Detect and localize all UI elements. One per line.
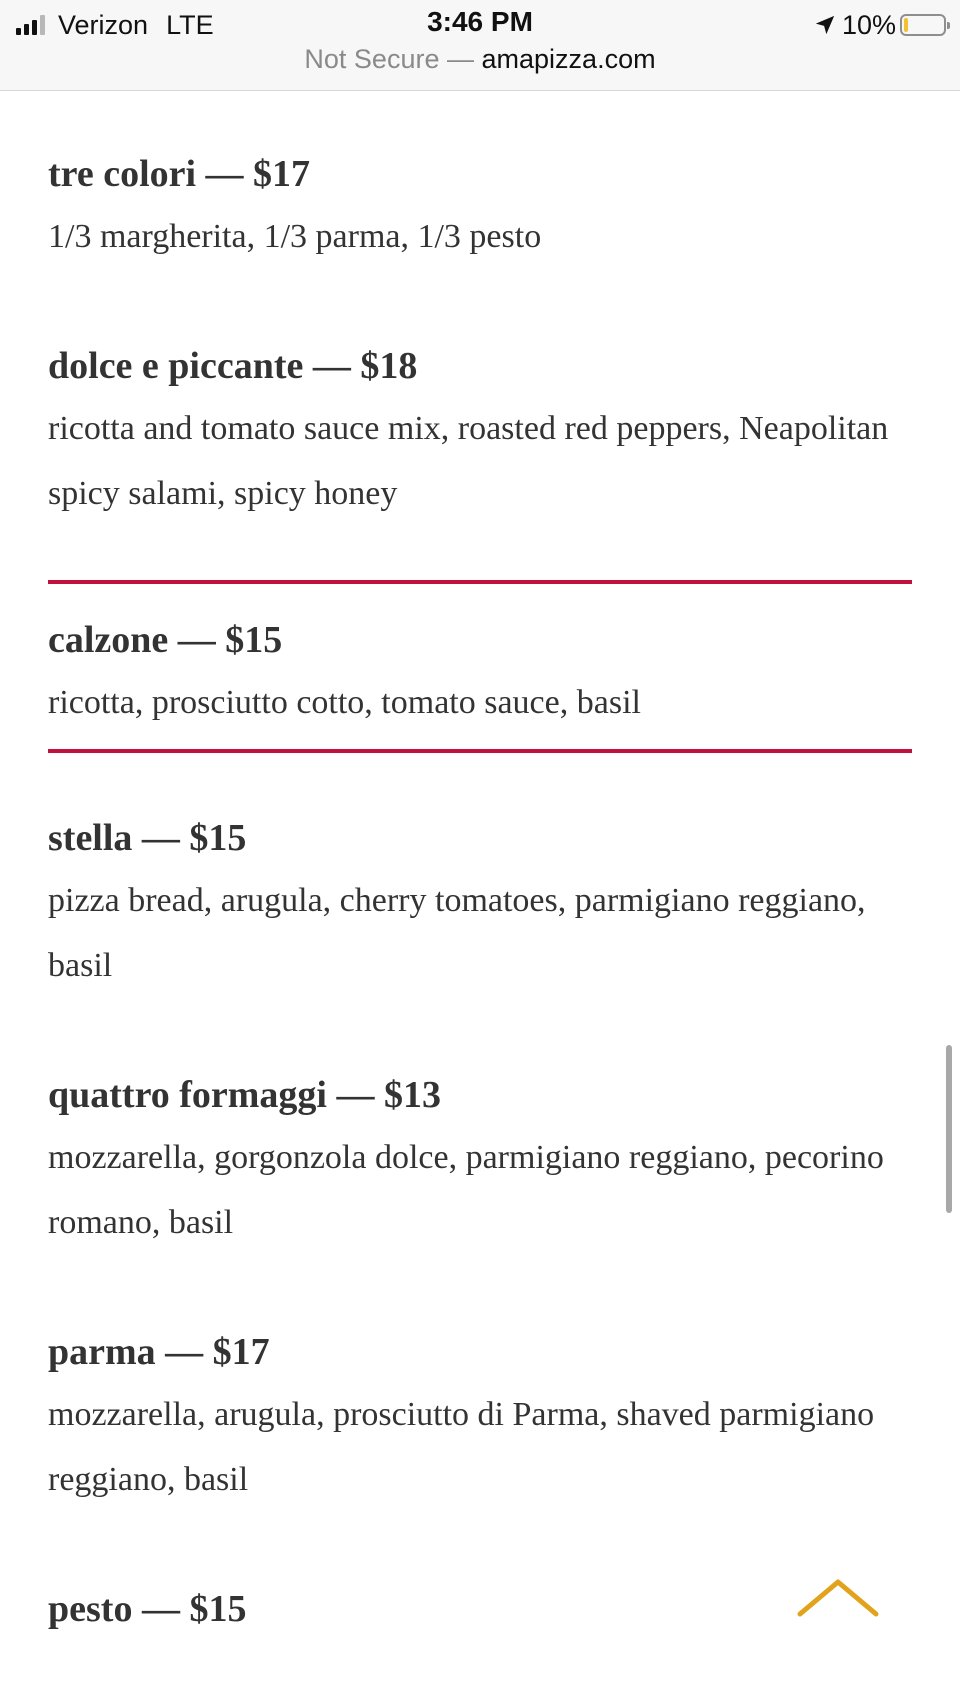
battery-percent: 10% <box>841 9 896 40</box>
menu-item-title: quattro formaggi — $13 <box>48 1074 441 1116</box>
menu-item-calzone <box>48 618 912 735</box>
featured-divider-top <box>48 580 912 584</box>
menu-item-description: ricotta and tomato sauce mix, roasted red peppers, Neapolitan spicy salami, spicy honey <box>48 410 889 512</box>
menu-item-title: pesto — $15 <box>48 1588 247 1630</box>
carrier-name: Verizon <box>58 9 149 40</box>
battery-group <box>814 8 946 42</box>
pizza-menu <box>48 152 912 1631</box>
security-label: Not Secure <box>304 44 440 74</box>
status-time: 3:46 PM <box>427 6 533 37</box>
carrier-group <box>16 8 214 42</box>
menu-item-description: mozzarella, gorgonzola dolce, parmigiano reggiano, pecorino romano, basil <box>48 1139 884 1241</box>
location-arrow-icon <box>814 14 836 36</box>
menu-item-title: tre colori — $17 <box>48 153 311 195</box>
browser-top-bar <box>0 0 960 91</box>
menu-item-dolce-e-piccante <box>48 344 912 526</box>
scrollbar-thumb[interactable] <box>946 1045 952 1213</box>
menu-item-description: 1/3 margherita, 1/3 parma, 1/3 pesto <box>48 218 542 255</box>
menu-item-description: mozzarella, arugula, prosciutto di Parma, shaved parmigiano reggiano, basil <box>48 1396 875 1498</box>
signal-strength-icon <box>16 15 48 35</box>
menu-item-title: dolce e piccante — $18 <box>48 345 418 387</box>
menu-item-tre-colori <box>48 152 912 269</box>
url-domain: amapizza.com <box>481 44 656 74</box>
menu-item-pesto <box>48 1587 912 1631</box>
menu-item-description: pizza bread, arugula, cherry tomatoes, parmigiano reggiano, basil <box>48 882 866 984</box>
menu-item-parma <box>48 1330 912 1512</box>
address-bar[interactable] <box>0 44 960 75</box>
menu-item-quattro-formaggi <box>48 1073 912 1255</box>
network-type: LTE <box>166 9 214 40</box>
menu-item-stella <box>48 816 912 998</box>
menu-item-description: ricotta, prosciutto cotto, tomato sauce, basil <box>48 684 641 721</box>
chevron-up-icon[interactable] <box>796 1576 880 1620</box>
menu-item-title: parma — $17 <box>48 1331 270 1373</box>
url-separator: — <box>447 44 474 74</box>
menu-item-title: calzone — $15 <box>48 619 283 661</box>
menu-item-title: stella — $15 <box>48 817 247 859</box>
featured-divider-bottom <box>48 749 912 753</box>
battery-icon <box>900 14 946 36</box>
battery-level-fill <box>904 18 908 32</box>
